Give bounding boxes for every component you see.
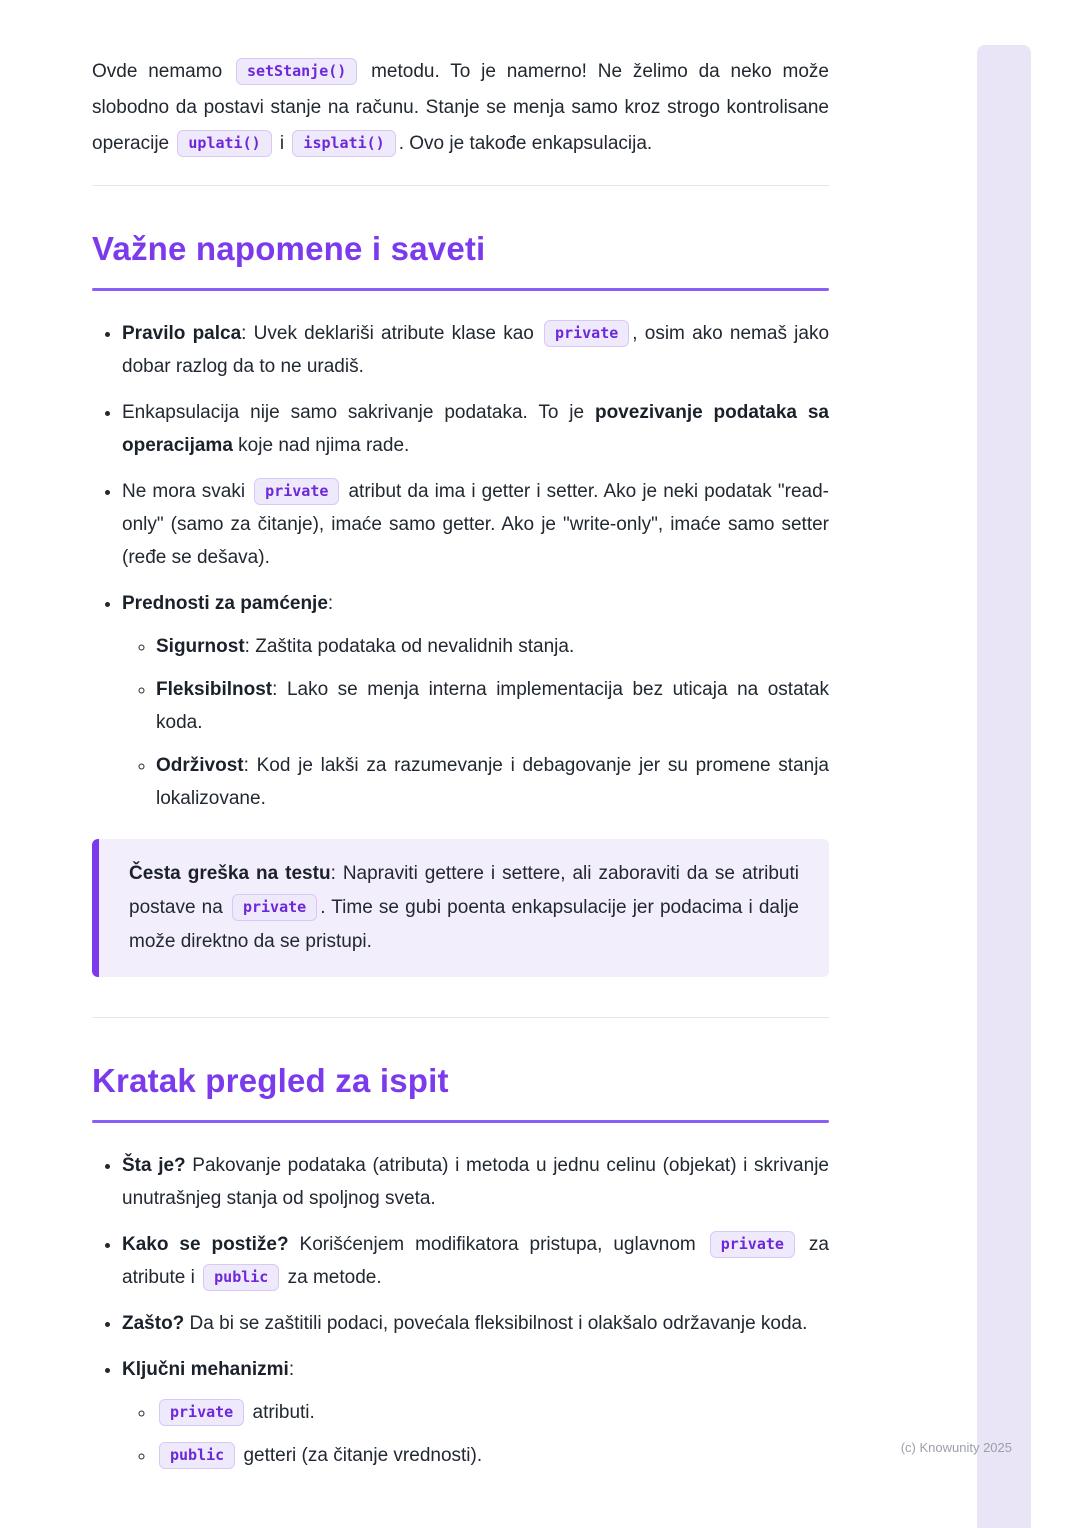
bold-text: Kako se postiže? [122, 1234, 289, 1255]
bold-text: Prednosti za pamćenje [122, 593, 328, 614]
list-item-text: Šta je? Pakovanje podataka (atributa) i metoda u jednu celinu (objekat) i skrivanje unutrašnjeg stanja od spoljnog sveta. [122, 1155, 829, 1209]
list-item-text: public getteri (za čitanje vrednosti). [156, 1445, 482, 1466]
section-divider [92, 185, 829, 186]
bold-text: Šta je? [122, 1155, 186, 1176]
heading-underline [92, 1120, 829, 1123]
copyright-footer: (c) Knowunity 2025 [900, 1440, 1012, 1455]
intro-paragraph: Ovde nemamo setStanje() metodu. To je namerno! Ne želimo da neko može slobodno da postavi stanje na računu. Stanje se menja samo kroz strogo kontrolisane operacije uplati() i isplati() . Ovo je takođe enkapsulacija. [92, 54, 829, 162]
section-divider [92, 1017, 829, 1018]
inline-code-chip: private [254, 478, 339, 505]
review-list [92, 1149, 829, 1472]
bold-text: Zašto? [122, 1313, 185, 1334]
list-item-text: Fleksibilnost: Lako se menja interna implementacija bez uticaja na ostatak koda. [156, 679, 829, 733]
sublist-item [156, 749, 829, 815]
list-item-text: Kako se postiže? Korišćenjem modifikatora pristupa, uglavnom private za atribute i public za metode. [122, 1234, 829, 1288]
inline-code-chip: public [203, 1264, 279, 1291]
list-item-text: Pravilo palca: Uvek deklariši atribute klase kao private , osim ako nemaš jako dobar razlog da to ne uradiš. [122, 323, 829, 377]
notes-list [92, 317, 829, 815]
list-item [122, 1149, 829, 1215]
list-item-text: private atributi. [156, 1402, 315, 1423]
bold-text: povezivanje podataka sa operacijama [122, 402, 829, 456]
sublist-item [156, 673, 829, 739]
list-item-text: Enkapsulacija nije samo sakrivanje podataka. To je povezivanje podataka sa operacijama koje nad njima rade. [122, 402, 829, 456]
bold-text: Pravilo palca [122, 323, 242, 344]
inline-code-chip: private [544, 320, 629, 347]
list-item [122, 587, 829, 815]
inline-code-chip: setStanje() [236, 58, 357, 85]
bold-text: Fleksibilnost [156, 679, 273, 700]
list-item-text: Sigurnost: Zaštita podataka od nevalidnih stanja. [156, 636, 575, 657]
inline-code-chip: private [232, 894, 317, 921]
bold-text: Česta greška na testu [129, 863, 331, 884]
callout-text: Česta greška na testu: Napraviti gettere i settere, ali zaboraviti da se atributi postave na private . Time se gubi poenta enkapsulacije jer podacima i dalje može direktno da se pristupi. [129, 863, 799, 952]
list-item-text: Ne mora svaki private atribut da ima i getter i setter. Ako je neki podatak "read-only" (samo za čitanje), imaće samo getter. Ako je "write-only", imaće samo setter (ređe se dešava). [122, 481, 829, 568]
list-item [122, 475, 829, 574]
list-item [122, 1228, 829, 1294]
list-item [122, 1307, 829, 1340]
review-sublist [122, 1396, 829, 1472]
callout-common-mistake [92, 839, 829, 977]
list-item [122, 317, 829, 383]
bold-text: Sigurnost [156, 636, 245, 657]
sublist-item [156, 1396, 829, 1429]
bold-text: Ključni mehanizmi [122, 1359, 289, 1380]
heading-underline [92, 288, 829, 291]
sublist-item [156, 630, 829, 663]
list-item [122, 396, 829, 462]
inline-code-chip: public [159, 1442, 235, 1469]
bold-text: Održivost [156, 755, 244, 776]
list-item [122, 1353, 829, 1472]
notes-sublist [122, 630, 829, 815]
inline-code-chip: uplati() [177, 130, 271, 157]
scrollbar-track[interactable] [977, 45, 1031, 1528]
list-item-text: Zašto? Da bi se zaštitili podaci, povećala fleksibilnost i olakšalo održavanje koda. [122, 1313, 808, 1334]
sublist-item [156, 1439, 829, 1472]
list-item-text: Ključni mehanizmi: [122, 1359, 295, 1380]
inline-code-chip: private [710, 1231, 795, 1258]
section-title-review: Kratak pregled za ispit [92, 1062, 449, 1099]
inline-code-chip: isplati() [292, 130, 395, 157]
inline-code-chip: private [159, 1399, 244, 1426]
section-title-notes: Važne napomene i saveti [92, 230, 486, 267]
list-item-text: Prednosti za pamćenje: [122, 593, 334, 614]
document-content [92, 0, 829, 1472]
list-item-text: Održivost: Kod je lakši za razumevanje i debagovanje jer su promene stanja lokalizovane. [156, 755, 829, 809]
